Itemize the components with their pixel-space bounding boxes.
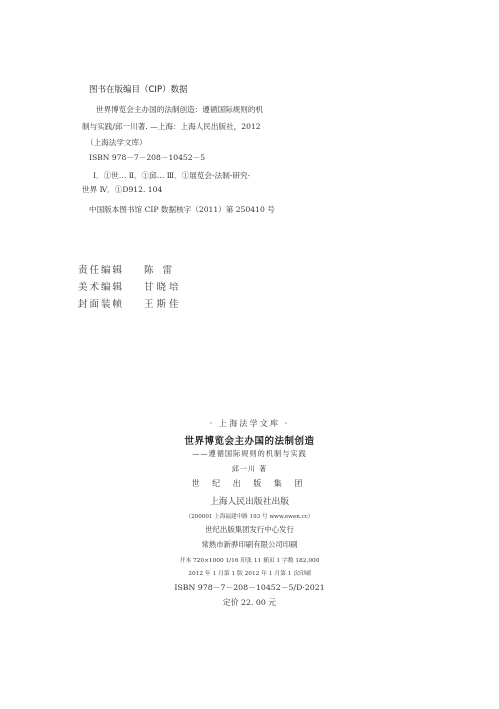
editor-row-cover bbox=[78, 296, 182, 313]
book-title: 世界博览会主办国的法制创造 bbox=[184, 436, 315, 447]
cip-line-isbn: ISBN 978－7－208－10452－5 bbox=[89, 153, 206, 162]
editor-name: 王斯佳 bbox=[144, 299, 182, 310]
cip-line-record-number: 中国版本图书馆 CIP 数据核字（2011）第 250410 号 bbox=[89, 205, 275, 214]
series-name: · 上海法学文库 · bbox=[209, 418, 290, 428]
editors-list bbox=[78, 262, 182, 313]
editor-name: 甘晓培 bbox=[144, 282, 182, 293]
cip-line-author-publisher: 制与实践/邱一川著. —上海：上海人民出版社，2012 bbox=[82, 122, 261, 131]
cip-line-classification: 世界 Ⅳ．①D912. 104 bbox=[82, 185, 163, 194]
cip-line-series: （上海法学文库） bbox=[86, 138, 147, 147]
cip-line-book-title: 世界博览会主办国的法制创造：遵循国际规则的机 bbox=[96, 105, 264, 114]
printer: 常熟市新骅印刷有限公司印刷 bbox=[201, 540, 298, 549]
isbn: ISBN 978－7－208－10452－5/D·2021 bbox=[174, 583, 325, 592]
cip-title: 图书在版编目（CIP）数据 bbox=[89, 85, 188, 95]
print-specs: 开本 720×1000 1/16 印张 11 插页 1 字数 182,000 bbox=[179, 558, 320, 564]
price: 定价 22. 00 元 bbox=[222, 598, 277, 607]
editor-row-art bbox=[78, 279, 182, 296]
publishing-group: 世 纪 出 版 集 团 bbox=[191, 479, 308, 488]
cip-line-subjects: Ⅰ．①世… Ⅱ．①邱… Ⅲ．①展览会-法制-研究- bbox=[93, 171, 251, 180]
editor-role: 封面装帧 bbox=[78, 299, 125, 310]
publisher-address: （200001 上海福建中路 193 号 www.ewen.cc） bbox=[185, 514, 314, 520]
editor-name: 陈 雷 bbox=[144, 265, 176, 276]
editor-role: 责任编辑 bbox=[78, 265, 125, 276]
distributor: 世纪出版集团发行中心发行 bbox=[205, 525, 294, 534]
editor-row-responsible bbox=[78, 262, 182, 279]
editor-role: 美术编辑 bbox=[78, 282, 125, 293]
book-author: 邱一川 著 bbox=[231, 465, 268, 473]
edition-info: 2012 年 1 月第 1 版 2012 年 1 月第 1 次印刷 bbox=[188, 571, 311, 577]
book-subtitle: ——遵循国际规则的机制与实践 bbox=[192, 449, 307, 458]
publisher: 上海人民出版社出版 bbox=[209, 497, 290, 507]
